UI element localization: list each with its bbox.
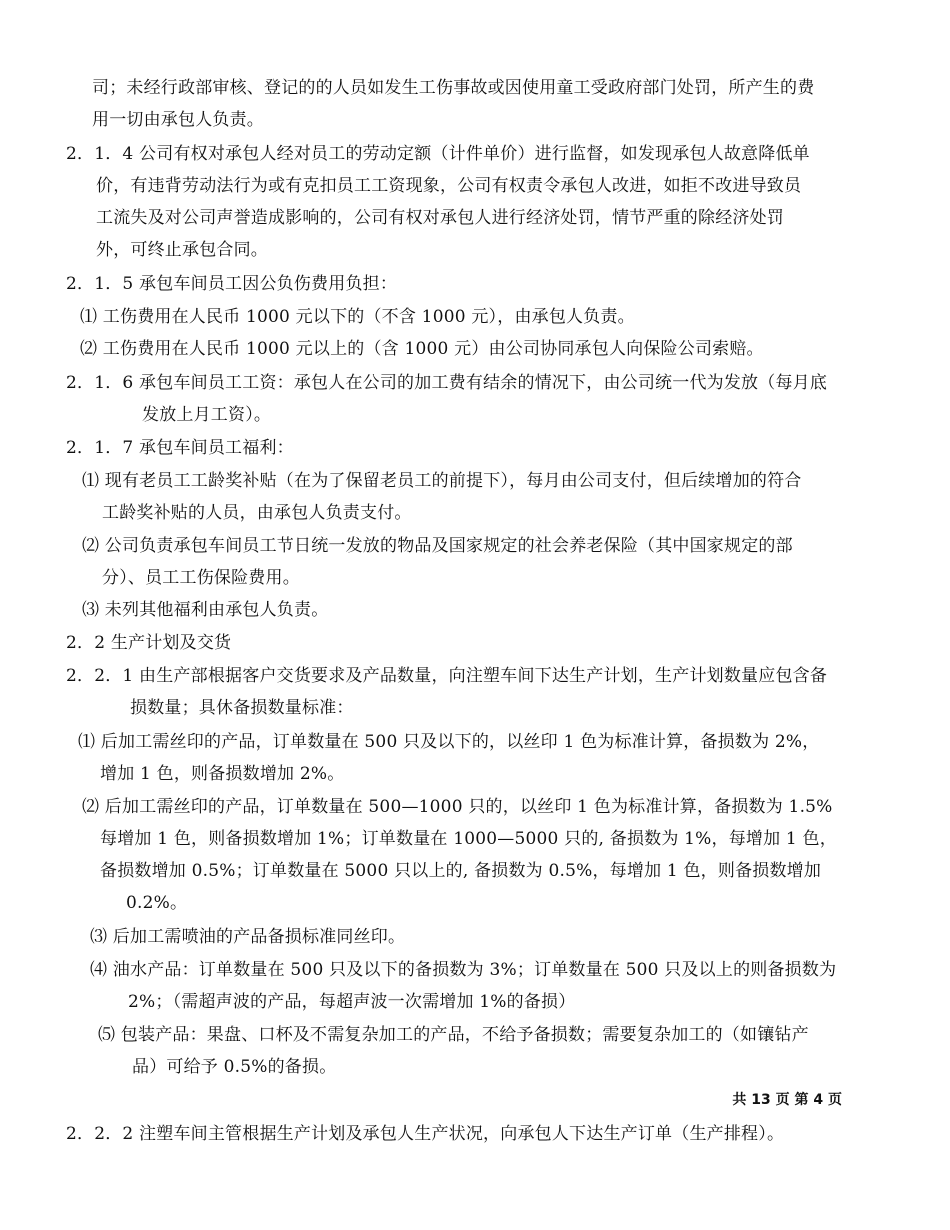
text-line: 每增加 1 色，则备损数增加 1%；订单数量在 1000—5000 只的, 备损数为 1%，每增加 1 色， bbox=[100, 829, 837, 849]
text-line: 2．2．1 由生产部根据客户交货要求及产品数量，向注塑车间下达生产计划，生产计划数量应包含备 bbox=[66, 666, 828, 686]
text-line: 司；未经行政部审核、登记的的人员如发生工伤事故或因使用童工受政府部门处罚，所产生的费 bbox=[92, 78, 815, 98]
text-line: ⑷ 油水产品：订单数量在 500 只及以下的备损数为 3%；订单数量在 500 只及以上的则备损数为 bbox=[90, 960, 837, 980]
text-line: ⑵ 后加工需丝印的产品，订单数量在 500—1000 只的，以丝印 1 色为标准计算，备损数为 1.5% bbox=[82, 797, 833, 817]
text-line: ⑵ 工伤费用在人民币 1000 元以上的（含 1000 元）由公司协同承包人向保险公司索赔。 bbox=[80, 339, 764, 359]
text-line: ⑴ 后加工需丝印的产品，订单数量在 500 只及以下的，以丝印 1 色为标准计算，备损数为 2%， bbox=[78, 732, 820, 752]
text-line: ⑶ 未列其他福利由承包人负责。 bbox=[82, 600, 329, 620]
text-line: 2．1．5 承包车间员工因公负伤费用负担： bbox=[66, 274, 398, 294]
text-line: 2．1．7 承包车间员工福利： bbox=[66, 438, 294, 458]
text-line: 备损数增加 0.5%；订单数量在 5000 只以上的, 备损数为 0.5%，每增加 1 色，则备损数增加 bbox=[100, 861, 822, 881]
text-line: 工龄奖补贴的人员，由承包人负责支付。 bbox=[102, 503, 412, 523]
text-line: ⑸ 包装产品：果盘、口杯及不需复杂加工的产品，不给予备损数；需要复杂加工的（如镶钻产 bbox=[98, 1025, 809, 1045]
page-footer: 共 13 页 第 4 页 bbox=[732, 1092, 842, 1108]
text-line: ⑶ 后加工需喷油的产品备损标准同丝印。 bbox=[90, 927, 406, 947]
text-line: 2%；（需超声波的产品，每超声波一次需增加 1%的备损） bbox=[128, 992, 576, 1012]
text-line: 外，可终止承包合同。 bbox=[96, 240, 268, 260]
text-line: 发放上月工资）。 bbox=[142, 405, 272, 425]
text-line: 增加 1 色，则备损数增加 2%。 bbox=[100, 764, 345, 784]
text-line: ⑴ 现有老员工工龄奖补贴（在为了保留老员工的前提下），每月由公司支付，但后续增加的符合 bbox=[82, 471, 802, 491]
text-line: ⑵ 公司负责承包车间员工节日统一发放的物品及国家规定的社会养老保险（其中国家规定的部 bbox=[82, 536, 793, 556]
text-line: 损数量；具休备损数量标准： bbox=[130, 698, 354, 718]
text-line: 品）可给予 0.5%的备损。 bbox=[132, 1057, 337, 1077]
text-line: ⑴ 工伤费用在人民币 1000 元以下的（不含 1000 元），由承包人负责。 bbox=[80, 307, 635, 327]
text-line: 0.2%。 bbox=[126, 893, 188, 913]
text-line: 用一切由承包人负责。 bbox=[92, 110, 264, 130]
text-line: 工流失及对公司声誉造成影响的，公司有权对承包人进行经济处罚，情节严重的除经济处罚 bbox=[96, 208, 784, 228]
text-line: 2．2．2 注塑车间主管根据生产计划及承包人生产状况，向承包人下达生产订单（生产排程）。 bbox=[66, 1124, 785, 1144]
text-line: 2．1．6 承包车间员工工资：承包人在公司的加工费有结余的情况下，由公司统一代为发放（每月底 bbox=[66, 373, 828, 393]
text-line: 2．1．4 公司有权对承包人经对员工的劳动定额（计件单价）进行监督，如发现承包人故意降低单 bbox=[66, 144, 810, 164]
text-line: 价，有违背劳动法行为或有克扣员工工资现象，公司有权责令承包人改进，如拒不改进导致员 bbox=[96, 176, 802, 196]
section-heading: 2．2 生产计划及交货 bbox=[66, 633, 232, 653]
text-line: 分）、员工工伤保险费用。 bbox=[102, 568, 300, 588]
